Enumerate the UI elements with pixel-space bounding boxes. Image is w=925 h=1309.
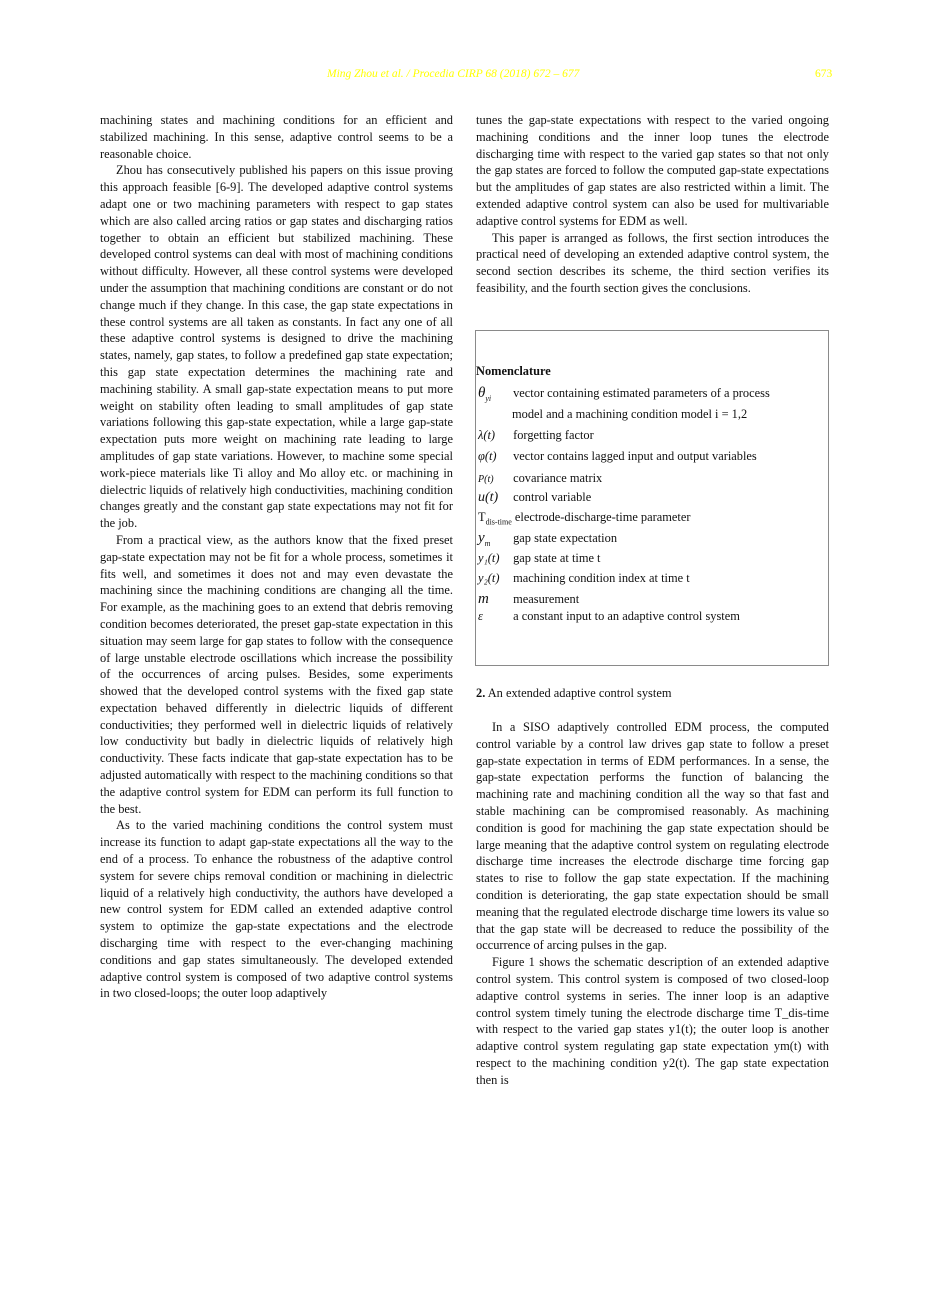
paragraph: Figure 1 shows the schematic description of an extended adaptive control system. This control system is composed of two closed-loop adaptive control systems in series. The inner loop is an adaptive control system timely tuning the electrode discharge time T_dis-time with respect to the varied gap states y1(t); the outer loop is another adaptive control system regulating gap state expectation ym(t) with respect to the machining condition y2(t). The gap state expectation then is [476, 955, 829, 1087]
nomenclature-title: Nomenclature [476, 364, 551, 378]
paragraph: machining states and machining conditions for an efficient and stabilized machining. In this sense, adaptive control seems to be a reasonable choice. [100, 113, 453, 161]
nomenclature-item: model and a machining condition model i = 1,2 [512, 407, 748, 421]
page-number: 673 [815, 68, 833, 80]
paragraph: tunes the gap-state expectations with respect to the varied ongoing machining conditions and the inner loop tunes the electrode discharging time with respect to the varied gap states so that not only the gap states are forced to follow the computed gap-state expectations but the amplitudes of gap states are also restricted within a limit. The extended adaptive control system can also be used for multivariable adaptive control systems for EDM as well. [476, 113, 829, 228]
nomenclature-item: y₁(t) gap state at time t [478, 551, 601, 565]
paragraph: From a practical view, as the authors know that the fixed preset gap-state expectation may not be fit for a whole process, sometimes it fits well, and sometimes it does not and may even devastate the machining since the machining conditions are changing all the time. For example, as the machining goes to an extend that debris removing condition becomes deteriorated, the preset gap-state expectation in this situation may seem large for gap states to follow with the consequence of large unstable electrode oscillations which increase the possibility of the occurrences of arcing pulses. Besides, some experiments showed that the developed control systems with the fixed gap state expectation behaved differently in dielectric liquids of different conductivities; they performed well in dielectric liquids of relatively low conductivity but badly in dielectric liquids of relatively high conductivity. These facts indicate that gap-state expectation has to be adjusted automatically with respect to the machining conditions so that the adaptive control system for EDM can perform its full function to the best. [100, 532, 453, 816]
section-heading: 2. An extended adaptive control system [476, 686, 672, 700]
running-head: Ming Zhou et al. / Procedia CIRP 68 (2018) 672 – 677 [327, 68, 580, 80]
nomenclature-item: P(t) covariance matrix [478, 471, 603, 485]
paragraph: In a SISO adaptively controlled EDM process, the computed control variable by a control law drives gap state to follow a preset gap-state expectation in terms of EDM performances. In a sense, the gap-state expectation performs the function of balancing the machining rate and machining condition all the way so that fast and stable machining can be compromised reasonably. As machining condition is good for machining the gap state expectation should be large meaning that the adaptive control system on regulating electrode discharge time increases the electrode discharge time forcing gap states to rise to follow the gap state expectation. If the machining condition is deteriorating, the gap state expectation should be small meaning that the regulated electrode discharge time lowers its value so that the gap state will be decreased to reduce the possibility of the occurrence of arcing pulses in the gap. [476, 720, 829, 953]
right-column [476, 112, 829, 297]
section2-body [476, 719, 829, 1089]
paragraph: Zhou has consecutively published his papers on this issue proving this approach feasible [6-9]. The developed adaptive control systems adapt one or two machining parameters with respect to gap states which are also called arcing ratios or gap states and discharging ratios together to obtain an efficient but stabilized machining. These developed control systems can deal with most of machining conditions without difficulty. However, all these control systems were developed under the assumption that machining conditions are constant or do not change much if they change. In this case, the gap state expectations in these control systems are all taken as constants. In fact any one of all these adaptive control systems is designed to drive the machining states, namely, gap states, to follow a predefined gap state expectation; this gap state expectation determines the machining rate and machining stability. A small gap-state expectation means to put more weight on stability often leading to small amplitudes of gap state variations following this gap-state expectation, while a large gap-state expectation puts more weight on machining rate leading to large amplitudes of gap state variations. However, to machine some special work-piece materials like Ti alloy and Mo alloy etc. or machining in dielectric liquids of relatively high conductivities, machining condition changes greatly and the constant gap state expectations may not fit for the job. [100, 163, 453, 531]
left-column [100, 112, 453, 1002]
symbol: $y_m$ [478, 530, 491, 548]
paragraph: As to the varied machining conditions the control system must increase its function to adapt gap-state expectations all the way to the end of a process. To enhance the robustness of the adaptive control system for severe chips removal condition or machining in dielectric liquid of a relatively high conductivity, the authors have developed a new control system for EDM called an extended adaptive control system to optimize the gap-state expectations and the electrode discharging time with respect to the ever-changing machining conditions and gap states simultaneously. The developed extended adaptive control system is composed of two adaptive control systems in two closed-loops; the outer loop adaptively [100, 818, 453, 1001]
symbol: $\theta_{yi}$ [478, 385, 492, 403]
nomenclature-item: u(t) control variable [478, 490, 592, 505]
nomenclature-item: $T_{dis-time}$ electrode-discharge-time parameter [478, 510, 691, 527]
nomenclature-item: $\theta_{yi}$ vector containing estimated parameters of a process [478, 385, 770, 403]
paragraph: This paper is arranged as follows, the first section introduces the practical need of developing an extended adaptive control system, the second section describes its scheme, the third section verifies its feasibility, and the fourth section gives the conclusions. [476, 230, 829, 295]
nomenclature-item: y₂(t) machining condition index at time t [478, 571, 690, 585]
nomenclature-item: φ(t) vector contains lagged input and output variables [478, 449, 757, 463]
nomenclature-box [475, 330, 829, 666]
running-header [0, 68, 925, 84]
symbol: $T_{dis-time}$ [478, 510, 512, 527]
nomenclature-item: λ(t) forgetting factor [478, 428, 594, 442]
nomenclature-item: $y_m$ gap state expectation [478, 530, 618, 548]
nomenclature-item: m measurement [478, 591, 580, 607]
nomenclature-item: ε a constant input to an adaptive control system [478, 609, 740, 623]
